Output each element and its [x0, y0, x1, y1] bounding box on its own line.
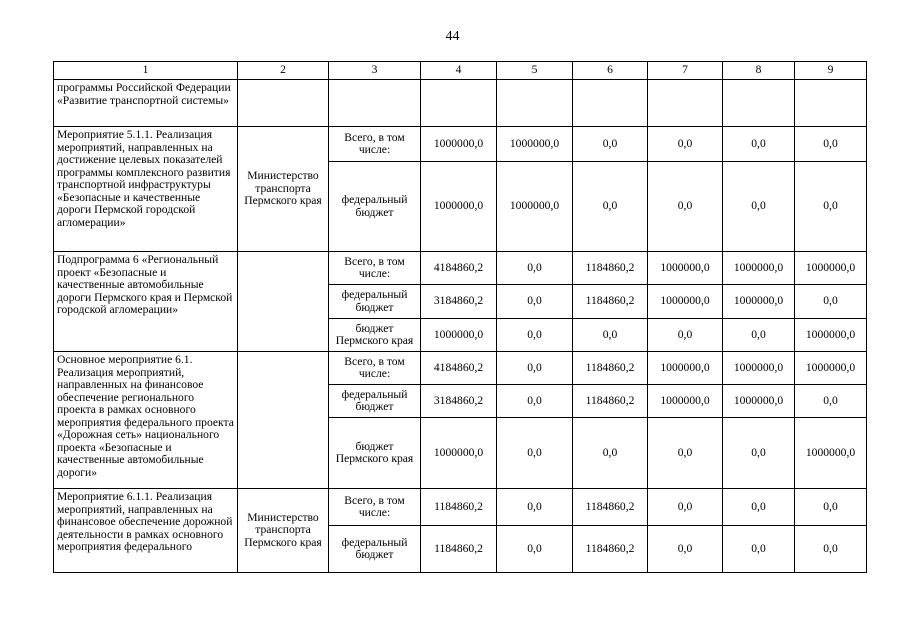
column-header: 8: [723, 62, 795, 80]
funding-source: Всего, в том числе:: [329, 252, 421, 285]
amount-cell: [573, 80, 648, 127]
amount-cell: 0,0: [648, 418, 723, 489]
measure-name: Основное мероприятие 6.1. Реализация мероприятий, направленных на финансовое обеспечение регионального проекта в рамках основного мероприятия федерального проекта «Дорожная сеть» национального проекта «Безопасные и качественные автомобильные дороги»: [54, 352, 238, 489]
page-number: 44: [445, 29, 460, 44]
amount-cell: 0,0: [723, 162, 795, 252]
amount-cell: 3184860,2: [421, 385, 497, 418]
amount-cell: [723, 80, 795, 127]
table-row: [54, 352, 867, 385]
amount-cell: 0,0: [795, 526, 867, 573]
table-row: [54, 489, 867, 526]
funding-source: бюджет Пермского края: [329, 319, 421, 352]
column-header: 2: [238, 62, 329, 80]
amount-cell: 1000000,0: [421, 127, 497, 162]
column-header: 9: [795, 62, 867, 80]
amount-cell: 0,0: [497, 352, 573, 385]
executor: Министерство транспорта Пермского края: [238, 127, 329, 252]
amount-cell: 0,0: [648, 127, 723, 162]
amount-cell: 0,0: [497, 252, 573, 285]
amount-cell: 0,0: [795, 162, 867, 252]
amount-cell: 1000000,0: [497, 127, 573, 162]
funding-source: федеральный бюджет: [329, 526, 421, 573]
amount-cell: 1000000,0: [421, 162, 497, 252]
amount-cell: 0,0: [648, 526, 723, 573]
amount-cell: 0,0: [573, 319, 648, 352]
amount-cell: 0,0: [497, 385, 573, 418]
amount-cell: [648, 80, 723, 127]
amount-cell: 0,0: [795, 489, 867, 526]
amount-cell: [795, 80, 867, 127]
funding-source: бюджет Пермского края: [329, 418, 421, 489]
amount-cell: 1184860,2: [573, 385, 648, 418]
amount-cell: 1184860,2: [573, 285, 648, 319]
amount-cell: 0,0: [723, 319, 795, 352]
table-row: [54, 127, 867, 162]
measure-name: Подпрограмма 6 «Региональный проект «Безопасные и качественные автомобильные дороги Пермского края и Пермской городской агломерации»: [54, 252, 238, 352]
amount-cell: 1000000,0: [421, 418, 497, 489]
amount-cell: 0,0: [723, 127, 795, 162]
column-header: 3: [329, 62, 421, 80]
amount-cell: 1184860,2: [421, 489, 497, 526]
column-header: 7: [648, 62, 723, 80]
amount-cell: 0,0: [573, 162, 648, 252]
amount-cell: 1184860,2: [573, 352, 648, 385]
amount-cell: 1184860,2: [573, 252, 648, 285]
amount-cell: 1000000,0: [648, 285, 723, 319]
table-row: [54, 80, 867, 127]
amount-cell: [497, 80, 573, 127]
amount-cell: 1184860,2: [573, 489, 648, 526]
amount-cell: 0,0: [648, 319, 723, 352]
amount-cell: 0,0: [723, 489, 795, 526]
amount-cell: 1000000,0: [723, 352, 795, 385]
measure-name: Мероприятие 5.1.1. Реализация мероприятий, направленных на достижение целевых показателей программы комплексного развития транспортной инфраструктуры «Безопасные и качественные дороги Пермской городской агломерации»: [54, 127, 238, 252]
measure-name: Мероприятие 6.1.1. Реализация мероприятий, направленных на финансовое обеспечение дорожной деятельности в рамках основного мероприятия федерального: [54, 489, 238, 573]
funding-source: федеральный бюджет: [329, 385, 421, 418]
amount-cell: 1000000,0: [723, 385, 795, 418]
column-header: 5: [497, 62, 573, 80]
amount-cell: 1000000,0: [497, 162, 573, 252]
amount-cell: 0,0: [648, 162, 723, 252]
funding-source: федеральный бюджет: [329, 285, 421, 319]
amount-cell: 1000000,0: [648, 385, 723, 418]
funding-source: федеральный бюджет: [329, 162, 421, 252]
header-row: [54, 62, 867, 80]
amount-cell: 0,0: [573, 418, 648, 489]
amount-cell: 1000000,0: [421, 319, 497, 352]
executor: [238, 352, 329, 489]
amount-cell: 1184860,2: [421, 526, 497, 573]
amount-cell: 1000000,0: [795, 352, 867, 385]
amount-cell: 4184860,2: [421, 352, 497, 385]
amount-cell: 0,0: [497, 319, 573, 352]
amount-cell: 0,0: [497, 285, 573, 319]
budget-table: [53, 61, 867, 573]
column-header: 4: [421, 62, 497, 80]
amount-cell: 0,0: [795, 285, 867, 319]
amount-cell: 1000000,0: [795, 252, 867, 285]
measure-name: программы Российской Федерации «Развитие транспортной системы»: [54, 80, 238, 127]
funding-source: [329, 80, 421, 127]
column-header: 6: [573, 62, 648, 80]
amount-cell: 1000000,0: [795, 319, 867, 352]
amount-cell: 0,0: [497, 526, 573, 573]
funding-source: Всего, в том числе:: [329, 127, 421, 162]
amount-cell: 1000000,0: [648, 252, 723, 285]
amount-cell: 0,0: [648, 489, 723, 526]
amount-cell: 0,0: [723, 526, 795, 573]
amount-cell: 4184860,2: [421, 252, 497, 285]
executor: Министерство транспорта Пермского края: [238, 489, 329, 573]
executor: [238, 80, 329, 127]
amount-cell: 0,0: [795, 127, 867, 162]
column-header: 1: [54, 62, 238, 80]
amount-cell: 0,0: [497, 489, 573, 526]
amount-cell: 1000000,0: [648, 352, 723, 385]
amount-cell: 0,0: [497, 418, 573, 489]
amount-cell: 0,0: [723, 418, 795, 489]
amount-cell: 0,0: [795, 385, 867, 418]
funding-source: Всего, в том числе:: [329, 352, 421, 385]
amount-cell: 3184860,2: [421, 285, 497, 319]
funding-source: Всего, в том числе:: [329, 489, 421, 526]
executor: [238, 252, 329, 352]
amount-cell: [421, 80, 497, 127]
table-row: [54, 252, 867, 285]
amount-cell: 1184860,2: [573, 526, 648, 573]
amount-cell: 0,0: [573, 127, 648, 162]
amount-cell: 1000000,0: [795, 418, 867, 489]
amount-cell: 1000000,0: [723, 252, 795, 285]
amount-cell: 1000000,0: [723, 285, 795, 319]
